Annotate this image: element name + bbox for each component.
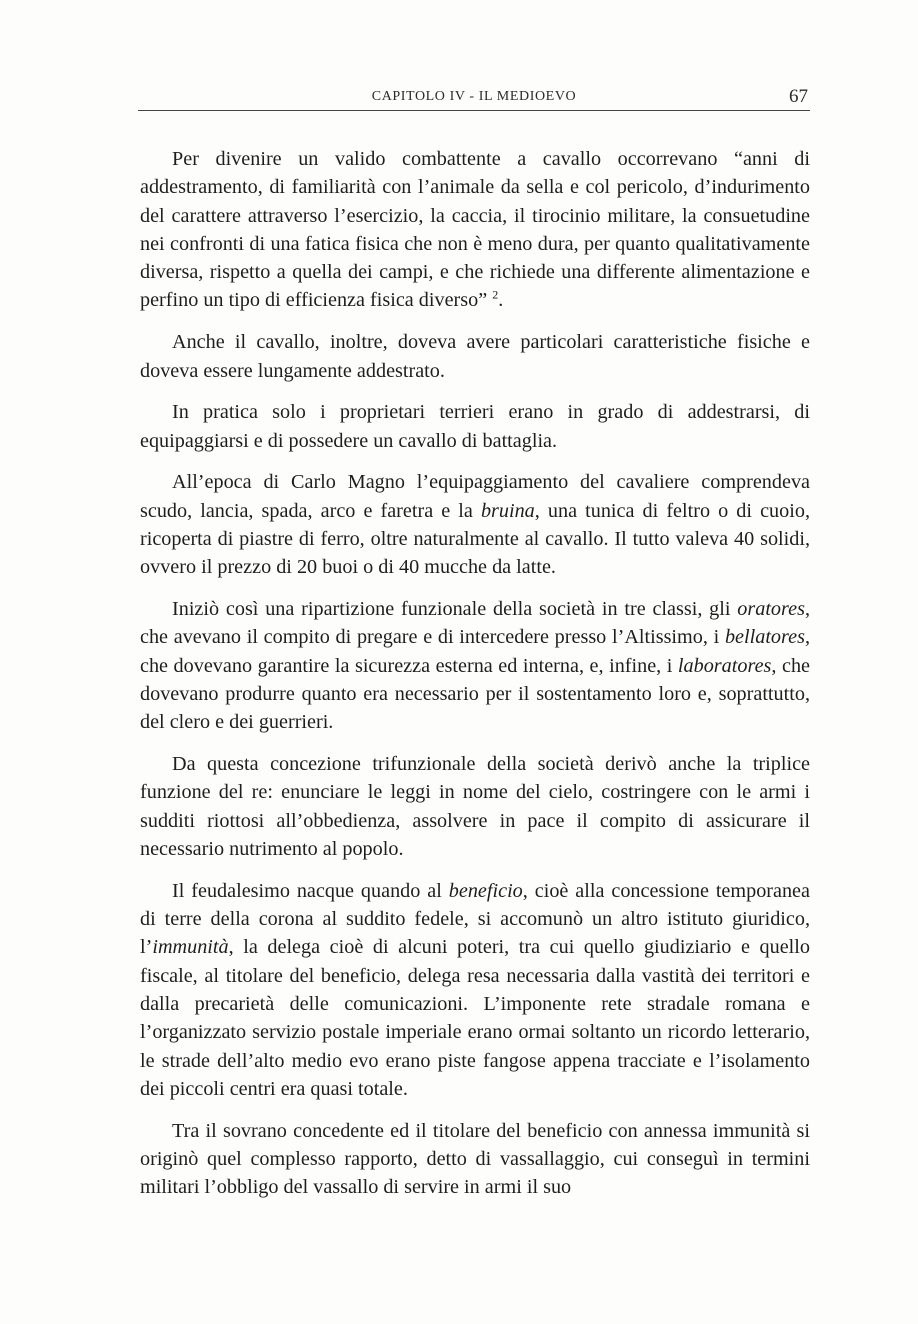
text-segment: , cioè alla concessione temporanea di terre della corona al suddito fedele, si accomunò un altro istituto giuridico, l’: [140, 879, 810, 959]
italic-term: bruina: [480, 499, 535, 522]
italic-term: laboratores: [677, 654, 772, 677]
text-segment: , che dovevano produrre quanto era necessario per il sostentamento loro e, soprattutto, del clero e dei guerrieri.: [140, 654, 810, 734]
running-header: [138, 86, 810, 111]
text-segment: Da questa concezione trifunzionale della società derivò anche la triplice funzione del re: enunciare le leggi in nome del cielo, costringere con le armi i sudditi riottosi all’obbedienza, assolvere in pace il compito di assicurare il necessario nutrimento al popolo.: [140, 753, 810, 861]
page-number: 67: [789, 86, 808, 107]
text-segment: All’epoca di Carlo Magno l’equipaggiamento del cavaliere comprendeva scudo, lancia, spada, arco e faretra e la: [140, 471, 810, 522]
italic-term: beneficio: [448, 879, 523, 902]
text-segment: .: [498, 289, 504, 312]
chapter-title: CAPITOLO IV - IL MEDIOEVO: [371, 89, 577, 104]
text-segment: Il feudalesimo nacque quando al: [172, 879, 449, 902]
paragraph: [140, 328, 810, 385]
text-segment: , che dovevano garantire la sicurezza esterna ed interna, e, infine, i: [140, 626, 810, 677]
text-segment: , una tunica di feltro o di cuoio, ricoperta di piastre di ferro, oltre naturalmente al cavallo. Il tutto valeva 40 solidi, ovvero il prezzo di 20 buoi o di 40 mucche da latte.: [140, 499, 810, 579]
body-text: [140, 145, 810, 1215]
text-segment: Anche il cavallo, inoltre, doveva avere particolari caratteristiche fisiche e doveva essere lungamente addestrato.: [140, 331, 810, 382]
paragraph: [140, 468, 810, 581]
text-segment: In pratica solo i proprietari terrieri erano in grado di addestrarsi, di equipaggiarsi e di possedere un cavallo di battaglia.: [140, 401, 810, 452]
italic-term: bellatores: [724, 626, 805, 649]
footnote-marker: 2: [492, 287, 499, 302]
paragraph: [140, 877, 810, 1103]
paragraph: [140, 145, 810, 315]
text-segment: , la delega cioè di alcuni poteri, tra cui quello giudiziario e quello fiscale, al titolare del beneficio, delega resa necessaria dalla vastità dei territori e dalla precarietà delle comunicazioni. L’imponente rete stradale romana e l’organizzato servizio postale imperiale erano ormai soltanto un ricordo letterario, le strade dell’alto medio evo erano piste fangose appena tracciate e l’isolamento dei piccoli centri era quasi totale.: [140, 936, 810, 1100]
paragraph: [140, 595, 810, 736]
italic-term: oratores: [737, 598, 805, 621]
paragraph: [140, 750, 810, 863]
italic-term: immunità: [152, 936, 229, 959]
paragraph: [140, 1117, 810, 1202]
text-segment: Iniziò così una ripartizione funzionale della società in tre classi, gli: [172, 598, 738, 621]
text-segment: Tra il sovrano concedente ed il titolare del beneficio con annessa immunità si originò quel complesso rapporto, detto di vassallaggio, cui conseguì in termini militari l’obbligo del vassallo di servire in armi il suo: [140, 1119, 810, 1199]
paragraph: [140, 398, 810, 455]
text-segment: Per divenire un valido combattente a cavallo occorrevano “anni di addestramento, di familiarità con l’animale da sella e col pericolo, d’indurimento del carattere attraverso l’esercizio, la caccia, il tirocinio militare, la consuetudine nei confronti di una fatica fisica che non è meno dura, per quanto qualitativamente diversa, rispetto a quella dei campi, e che richiede una differente alimentazione e perfino un tipo di efficienza fisica diverso”: [140, 148, 810, 312]
text-segment: , che avevano il compito di pregare e di intercedere presso l’Altissimo, i: [140, 598, 810, 649]
